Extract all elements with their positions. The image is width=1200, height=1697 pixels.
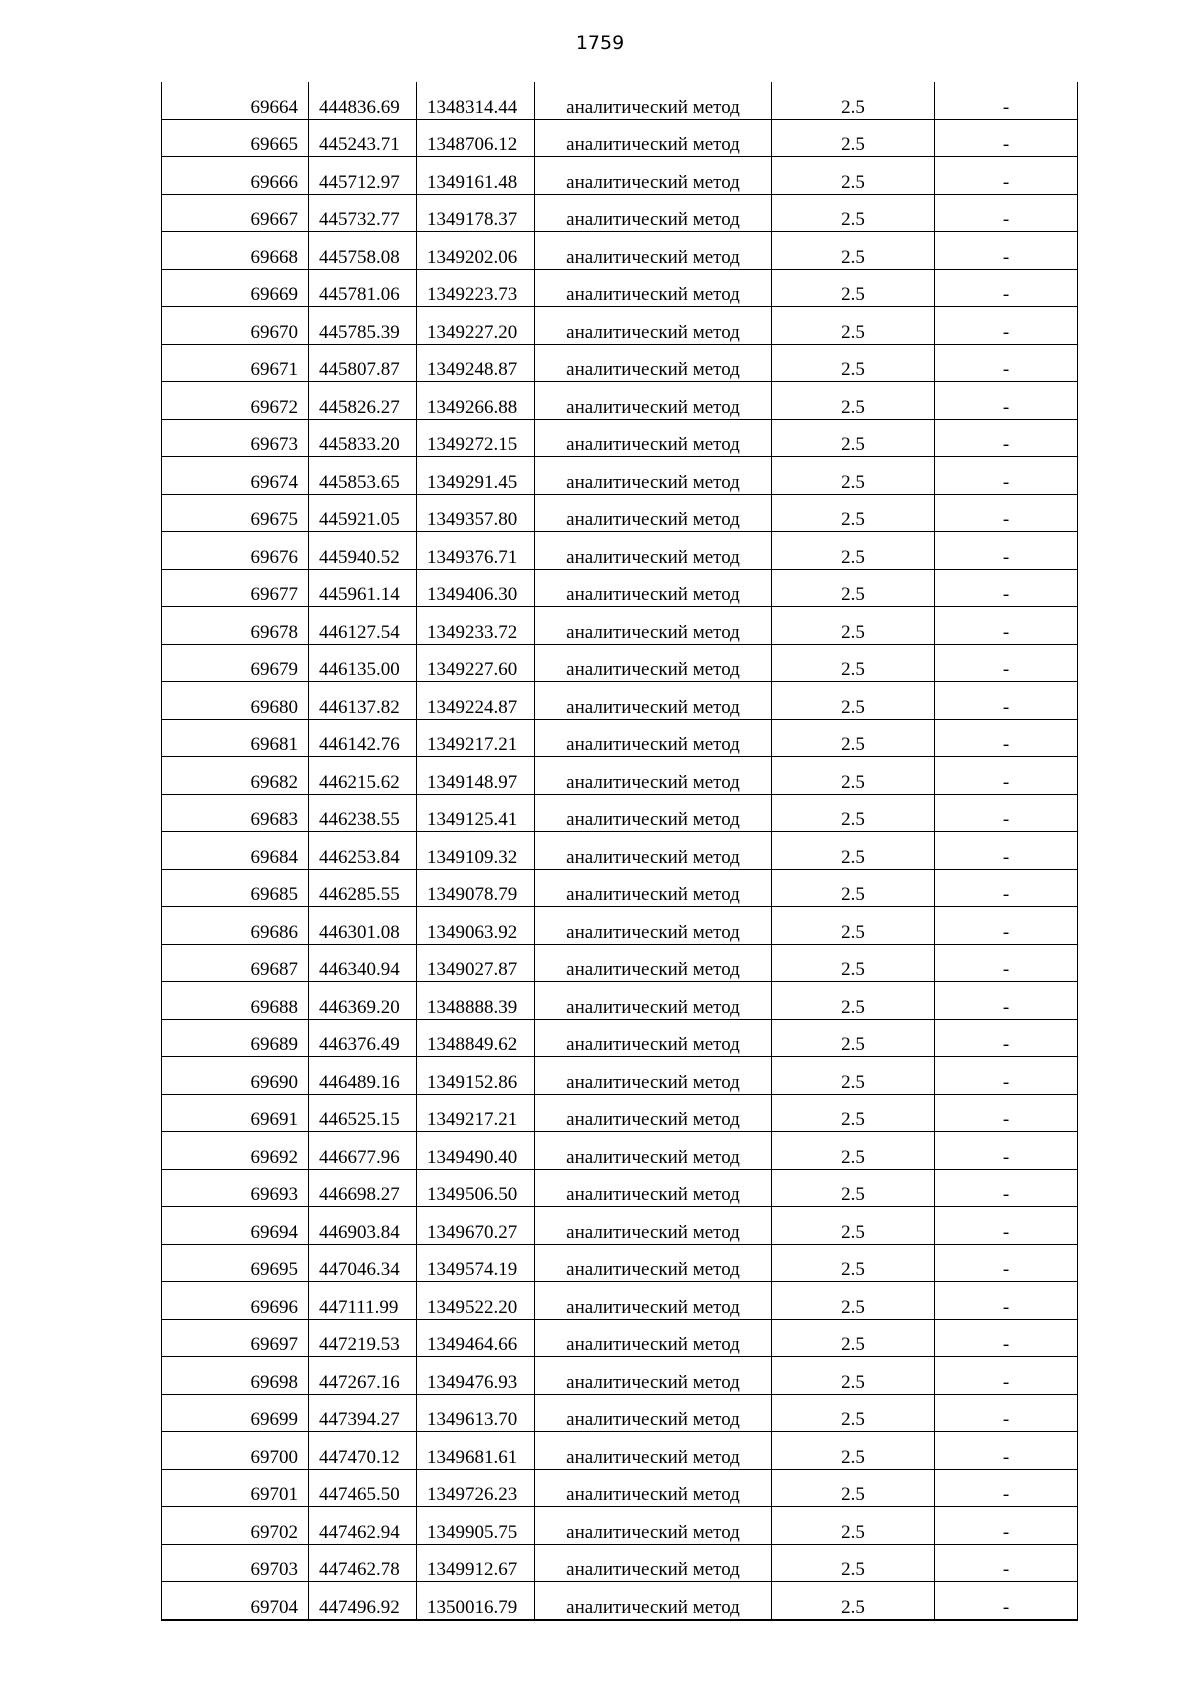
table-row (162, 1469, 1078, 1507)
method-cell: аналитический метод (535, 1282, 772, 1320)
note-cell: - (935, 232, 1078, 270)
accuracy-cell: 2.5 (772, 794, 935, 832)
y-coordinate-cell: 1349233.72 (417, 607, 535, 645)
table-row (162, 1357, 1078, 1395)
table-row (162, 1582, 1078, 1620)
x-coordinate-cell: 447111.99 (309, 1282, 417, 1320)
y-coordinate-cell: 1349681.61 (417, 1432, 535, 1470)
accuracy-cell: 2.5 (772, 382, 935, 420)
table-row (162, 82, 1078, 119)
method-cell: аналитический метод (535, 794, 772, 832)
x-coordinate-cell: 446489.16 (309, 1057, 417, 1095)
y-coordinate-cell: 1349291.45 (417, 457, 535, 495)
x-coordinate-cell: 446285.55 (309, 869, 417, 907)
point-number-cell: 69674 (162, 457, 309, 495)
accuracy-cell: 2.5 (772, 719, 935, 757)
note-cell: - (935, 1357, 1078, 1395)
note-cell: - (935, 1582, 1078, 1620)
note-cell: - (935, 644, 1078, 682)
point-number-cell: 69681 (162, 719, 309, 757)
table-row (162, 494, 1078, 532)
method-cell: аналитический метод (535, 607, 772, 645)
accuracy-cell: 2.5 (772, 757, 935, 795)
point-number-cell: 69685 (162, 869, 309, 907)
accuracy-cell: 2.5 (772, 907, 935, 945)
point-number-cell: 69686 (162, 907, 309, 945)
point-number-cell: 69702 (162, 1507, 309, 1545)
point-number-cell: 69671 (162, 344, 309, 382)
y-coordinate-cell: 1349912.67 (417, 1544, 535, 1582)
x-coordinate-cell: 445712.97 (309, 157, 417, 195)
y-coordinate-cell: 1349522.20 (417, 1282, 535, 1320)
accuracy-cell: 2.5 (772, 607, 935, 645)
table-row (162, 1282, 1078, 1320)
note-cell: - (935, 832, 1078, 870)
accuracy-cell: 2.5 (772, 1057, 935, 1095)
point-number-cell: 69694 (162, 1207, 309, 1245)
note-cell: - (935, 1507, 1078, 1545)
x-coordinate-cell: 445781.06 (309, 269, 417, 307)
x-coordinate-cell: 446376.49 (309, 1019, 417, 1057)
note-cell: - (935, 757, 1078, 795)
y-coordinate-cell: 1349272.15 (417, 419, 535, 457)
method-cell: аналитический метод (535, 944, 772, 982)
y-coordinate-cell: 1349178.37 (417, 194, 535, 232)
table-row (162, 344, 1078, 382)
point-number-cell: 69665 (162, 119, 309, 157)
point-number-cell: 69695 (162, 1244, 309, 1282)
table-row (162, 1507, 1078, 1545)
point-number-cell: 69698 (162, 1357, 309, 1395)
point-number-cell: 69688 (162, 982, 309, 1020)
note-cell: - (935, 1207, 1078, 1245)
table-row (162, 1544, 1078, 1582)
x-coordinate-cell: 446698.27 (309, 1169, 417, 1207)
note-cell: - (935, 794, 1078, 832)
note-cell: - (935, 907, 1078, 945)
table-row (162, 1169, 1078, 1207)
note-cell: - (935, 1319, 1078, 1357)
y-coordinate-cell: 1349574.19 (417, 1244, 535, 1282)
x-coordinate-cell: 445853.65 (309, 457, 417, 495)
point-number-cell: 69676 (162, 532, 309, 570)
point-number-cell: 69677 (162, 569, 309, 607)
x-coordinate-cell: 444836.69 (309, 82, 417, 119)
y-coordinate-cell: 1349227.20 (417, 307, 535, 345)
y-coordinate-cell: 1349125.41 (417, 794, 535, 832)
point-number-cell: 69664 (162, 82, 309, 119)
y-coordinate-cell: 1349109.32 (417, 832, 535, 870)
note-cell: - (935, 344, 1078, 382)
y-coordinate-cell: 1349217.21 (417, 1094, 535, 1132)
table-row (162, 1132, 1078, 1170)
method-cell: аналитический метод (535, 232, 772, 270)
note-cell: - (935, 1432, 1078, 1470)
y-coordinate-cell: 1349406.30 (417, 569, 535, 607)
y-coordinate-cell: 1348314.44 (417, 82, 535, 119)
accuracy-cell: 2.5 (772, 1207, 935, 1245)
y-coordinate-cell: 1349506.50 (417, 1169, 535, 1207)
note-cell: - (935, 569, 1078, 607)
accuracy-cell: 2.5 (772, 832, 935, 870)
note-cell: - (935, 944, 1078, 982)
accuracy-cell: 2.5 (772, 494, 935, 532)
method-cell: аналитический метод (535, 1544, 772, 1582)
x-coordinate-cell: 446135.00 (309, 644, 417, 682)
x-coordinate-cell: 446238.55 (309, 794, 417, 832)
table-row (162, 982, 1078, 1020)
y-coordinate-cell: 1348706.12 (417, 119, 535, 157)
y-coordinate-cell: 1349148.97 (417, 757, 535, 795)
method-cell: аналитический метод (535, 1207, 772, 1245)
method-cell: аналитический метод (535, 1469, 772, 1507)
table-row (162, 1019, 1078, 1057)
y-coordinate-cell: 1349376.71 (417, 532, 535, 570)
x-coordinate-cell: 447496.92 (309, 1582, 417, 1620)
accuracy-cell: 2.5 (772, 82, 935, 119)
x-coordinate-cell: 447470.12 (309, 1432, 417, 1470)
accuracy-cell: 2.5 (772, 1544, 935, 1582)
accuracy-cell: 2.5 (772, 569, 935, 607)
table-row (162, 419, 1078, 457)
note-cell: - (935, 382, 1078, 420)
y-coordinate-cell: 1348849.62 (417, 1019, 535, 1057)
method-cell: аналитический метод (535, 119, 772, 157)
x-coordinate-cell: 447394.27 (309, 1394, 417, 1432)
note-cell: - (935, 157, 1078, 195)
point-number-cell: 69683 (162, 794, 309, 832)
note-cell: - (935, 1282, 1078, 1320)
accuracy-cell: 2.5 (772, 1169, 935, 1207)
method-cell: аналитический метод (535, 269, 772, 307)
x-coordinate-cell: 446137.82 (309, 682, 417, 720)
point-number-cell: 69690 (162, 1057, 309, 1095)
x-coordinate-cell: 445243.71 (309, 119, 417, 157)
method-cell: аналитический метод (535, 307, 772, 345)
accuracy-cell: 2.5 (772, 869, 935, 907)
note-cell: - (935, 1169, 1078, 1207)
note-cell: - (935, 82, 1078, 119)
method-cell: аналитический метод (535, 1169, 772, 1207)
table-row (162, 194, 1078, 232)
method-cell: аналитический метод (535, 1094, 772, 1132)
method-cell: аналитический метод (535, 382, 772, 420)
point-number-cell: 69699 (162, 1394, 309, 1432)
table-row (162, 1394, 1078, 1432)
method-cell: аналитический метод (535, 1244, 772, 1282)
x-coordinate-cell: 447219.53 (309, 1319, 417, 1357)
table-row (162, 1094, 1078, 1132)
table-row (162, 1244, 1078, 1282)
point-number-cell: 69679 (162, 644, 309, 682)
accuracy-cell: 2.5 (772, 1282, 935, 1320)
note-cell: - (935, 419, 1078, 457)
y-coordinate-cell: 1349670.27 (417, 1207, 535, 1245)
y-coordinate-cell: 1349027.87 (417, 944, 535, 982)
point-number-cell: 69668 (162, 232, 309, 270)
x-coordinate-cell: 447462.94 (309, 1507, 417, 1545)
x-coordinate-cell: 445758.08 (309, 232, 417, 270)
note-cell: - (935, 982, 1078, 1020)
method-cell: аналитический метод (535, 644, 772, 682)
accuracy-cell: 2.5 (772, 1094, 935, 1132)
point-number-cell: 69670 (162, 307, 309, 345)
table-row (162, 457, 1078, 495)
table-row (162, 607, 1078, 645)
note-cell: - (935, 532, 1078, 570)
y-coordinate-cell: 1348888.39 (417, 982, 535, 1020)
page-number: 1759 (575, 32, 625, 54)
point-number-cell: 69684 (162, 832, 309, 870)
point-number-cell: 69691 (162, 1094, 309, 1132)
table-body (162, 82, 1078, 1620)
accuracy-cell: 2.5 (772, 1432, 935, 1470)
note-cell: - (935, 1057, 1078, 1095)
table-row (162, 944, 1078, 982)
accuracy-cell: 2.5 (772, 1394, 935, 1432)
note-cell: - (935, 869, 1078, 907)
table-row (162, 907, 1078, 945)
method-cell: аналитический метод (535, 757, 772, 795)
note-cell: - (935, 1094, 1078, 1132)
accuracy-cell: 2.5 (772, 532, 935, 570)
point-number-cell: 69666 (162, 157, 309, 195)
table-row (162, 119, 1078, 157)
accuracy-cell: 2.5 (772, 419, 935, 457)
table-row (162, 1319, 1078, 1357)
y-coordinate-cell: 1349905.75 (417, 1507, 535, 1545)
x-coordinate-cell: 446142.76 (309, 719, 417, 757)
note-cell: - (935, 1469, 1078, 1507)
point-number-cell: 69680 (162, 682, 309, 720)
note-cell: - (935, 119, 1078, 157)
table-row (162, 269, 1078, 307)
accuracy-cell: 2.5 (772, 982, 935, 1020)
y-coordinate-cell: 1349063.92 (417, 907, 535, 945)
note-cell: - (935, 719, 1078, 757)
method-cell: аналитический метод (535, 907, 772, 945)
y-coordinate-cell: 1349490.40 (417, 1132, 535, 1170)
table-row (162, 532, 1078, 570)
x-coordinate-cell: 446525.15 (309, 1094, 417, 1132)
method-cell: аналитический метод (535, 1357, 772, 1395)
note-cell: - (935, 1394, 1078, 1432)
note-cell: - (935, 457, 1078, 495)
table-row (162, 644, 1078, 682)
table-row (162, 382, 1078, 420)
accuracy-cell: 2.5 (772, 1469, 935, 1507)
note-cell: - (935, 1132, 1078, 1170)
point-number-cell: 69675 (162, 494, 309, 532)
note-cell: - (935, 494, 1078, 532)
x-coordinate-cell: 445940.52 (309, 532, 417, 570)
point-number-cell: 69704 (162, 1582, 309, 1620)
y-coordinate-cell: 1349248.87 (417, 344, 535, 382)
table-row (162, 869, 1078, 907)
point-number-cell: 69687 (162, 944, 309, 982)
accuracy-cell: 2.5 (772, 344, 935, 382)
x-coordinate-cell: 445961.14 (309, 569, 417, 607)
note-cell: - (935, 194, 1078, 232)
point-number-cell: 69693 (162, 1169, 309, 1207)
method-cell: аналитический метод (535, 1507, 772, 1545)
point-number-cell: 69673 (162, 419, 309, 457)
table-row (162, 794, 1078, 832)
method-cell: аналитический метод (535, 1319, 772, 1357)
accuracy-cell: 2.5 (772, 1582, 935, 1620)
method-cell: аналитический метод (535, 869, 772, 907)
method-cell: аналитический метод (535, 194, 772, 232)
table-row (162, 157, 1078, 195)
accuracy-cell: 2.5 (772, 1132, 935, 1170)
x-coordinate-cell: 445921.05 (309, 494, 417, 532)
accuracy-cell: 2.5 (772, 457, 935, 495)
accuracy-cell: 2.5 (772, 1319, 935, 1357)
table-row (162, 832, 1078, 870)
method-cell: аналитический метод (535, 682, 772, 720)
x-coordinate-cell: 446253.84 (309, 832, 417, 870)
table-row (162, 719, 1078, 757)
accuracy-cell: 2.5 (772, 269, 935, 307)
accuracy-cell: 2.5 (772, 1507, 935, 1545)
x-coordinate-cell: 445826.27 (309, 382, 417, 420)
x-coordinate-cell: 446127.54 (309, 607, 417, 645)
method-cell: аналитический метод (535, 569, 772, 607)
accuracy-cell: 2.5 (772, 1244, 935, 1282)
table-row (162, 307, 1078, 345)
note-cell: - (935, 1544, 1078, 1582)
method-cell: аналитический метод (535, 982, 772, 1020)
table-row (162, 1057, 1078, 1095)
point-number-cell: 69703 (162, 1544, 309, 1582)
y-coordinate-cell: 1349476.93 (417, 1357, 535, 1395)
x-coordinate-cell: 445732.77 (309, 194, 417, 232)
y-coordinate-cell: 1349217.21 (417, 719, 535, 757)
point-number-cell: 69672 (162, 382, 309, 420)
method-cell: аналитический метод (535, 832, 772, 870)
point-number-cell: 69678 (162, 607, 309, 645)
y-coordinate-cell: 1349464.66 (417, 1319, 535, 1357)
method-cell: аналитический метод (535, 1019, 772, 1057)
x-coordinate-cell: 446215.62 (309, 757, 417, 795)
point-number-cell: 69700 (162, 1432, 309, 1470)
method-cell: аналитический метод (535, 1432, 772, 1470)
point-number-cell: 69682 (162, 757, 309, 795)
note-cell: - (935, 1244, 1078, 1282)
table-row (162, 569, 1078, 607)
method-cell: аналитический метод (535, 157, 772, 195)
point-number-cell: 69697 (162, 1319, 309, 1357)
point-number-cell: 69701 (162, 1469, 309, 1507)
accuracy-cell: 2.5 (772, 232, 935, 270)
method-cell: аналитический метод (535, 344, 772, 382)
method-cell: аналитический метод (535, 419, 772, 457)
accuracy-cell: 2.5 (772, 1357, 935, 1395)
accuracy-cell: 2.5 (772, 682, 935, 720)
coordinates-table (161, 82, 1078, 1621)
table-row (162, 1432, 1078, 1470)
point-number-cell: 69689 (162, 1019, 309, 1057)
table-row (162, 757, 1078, 795)
y-coordinate-cell: 1350016.79 (417, 1582, 535, 1620)
point-number-cell: 69667 (162, 194, 309, 232)
table-row (162, 682, 1078, 720)
y-coordinate-cell: 1349223.73 (417, 269, 535, 307)
point-number-cell: 69669 (162, 269, 309, 307)
table-row (162, 232, 1078, 270)
x-coordinate-cell: 447046.34 (309, 1244, 417, 1282)
accuracy-cell: 2.5 (772, 194, 935, 232)
accuracy-cell: 2.5 (772, 157, 935, 195)
y-coordinate-cell: 1349227.60 (417, 644, 535, 682)
x-coordinate-cell: 447465.50 (309, 1469, 417, 1507)
y-coordinate-cell: 1349357.80 (417, 494, 535, 532)
note-cell: - (935, 1019, 1078, 1057)
method-cell: аналитический метод (535, 82, 772, 119)
x-coordinate-cell: 446677.96 (309, 1132, 417, 1170)
point-number-cell: 69696 (162, 1282, 309, 1320)
y-coordinate-cell: 1349613.70 (417, 1394, 535, 1432)
method-cell: аналитический метод (535, 457, 772, 495)
y-coordinate-cell: 1349202.06 (417, 232, 535, 270)
method-cell: аналитический метод (535, 532, 772, 570)
accuracy-cell: 2.5 (772, 119, 935, 157)
note-cell: - (935, 682, 1078, 720)
method-cell: аналитический метод (535, 1394, 772, 1432)
x-coordinate-cell: 446369.20 (309, 982, 417, 1020)
accuracy-cell: 2.5 (772, 944, 935, 982)
accuracy-cell: 2.5 (772, 307, 935, 345)
table-row (162, 1207, 1078, 1245)
note-cell: - (935, 607, 1078, 645)
y-coordinate-cell: 1349266.88 (417, 382, 535, 420)
x-coordinate-cell: 445807.87 (309, 344, 417, 382)
point-number-cell: 69692 (162, 1132, 309, 1170)
method-cell: аналитический метод (535, 494, 772, 532)
method-cell: аналитический метод (535, 1582, 772, 1620)
note-cell: - (935, 307, 1078, 345)
method-cell: аналитический метод (535, 1132, 772, 1170)
x-coordinate-cell: 446301.08 (309, 907, 417, 945)
y-coordinate-cell: 1349726.23 (417, 1469, 535, 1507)
y-coordinate-cell: 1349161.48 (417, 157, 535, 195)
note-cell: - (935, 269, 1078, 307)
x-coordinate-cell: 447462.78 (309, 1544, 417, 1582)
x-coordinate-cell: 446903.84 (309, 1207, 417, 1245)
y-coordinate-cell: 1349152.86 (417, 1057, 535, 1095)
y-coordinate-cell: 1349224.87 (417, 682, 535, 720)
accuracy-cell: 2.5 (772, 1019, 935, 1057)
x-coordinate-cell: 447267.16 (309, 1357, 417, 1395)
y-coordinate-cell: 1349078.79 (417, 869, 535, 907)
x-coordinate-cell: 445785.39 (309, 307, 417, 345)
accuracy-cell: 2.5 (772, 644, 935, 682)
method-cell: аналитический метод (535, 719, 772, 757)
x-coordinate-cell: 446340.94 (309, 944, 417, 982)
x-coordinate-cell: 445833.20 (309, 419, 417, 457)
method-cell: аналитический метод (535, 1057, 772, 1095)
